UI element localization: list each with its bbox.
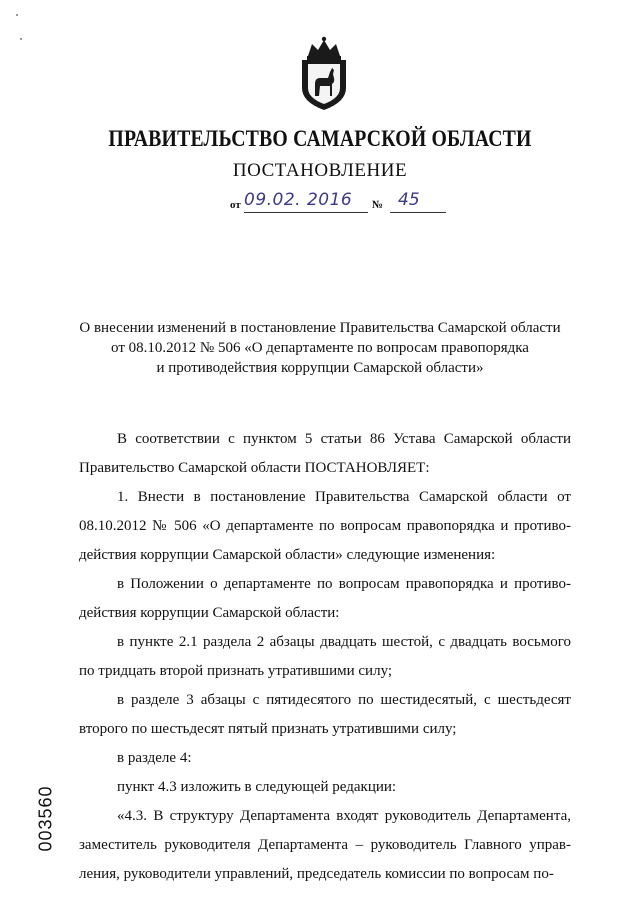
scan-speck xyxy=(20,38,22,40)
body-paragraph: в пункте 2.1 раздела 2 абзацы двадцать шестой, с двадцать восьмого по тридцать второй признать утратившими силу; xyxy=(79,634,571,679)
subject-line: О внесении изменений в постановление Правительства Самарской области xyxy=(79,320,561,336)
scan-speck xyxy=(16,14,18,16)
body-paragraph: пункт 4.3 изложить в следующей редакции: xyxy=(117,779,397,795)
government-title: ПРАВИТЕЛЬСТВО САМАРСКОЙ ОБЛАСТИ xyxy=(108,126,532,151)
date-prefix: от xyxy=(230,199,241,211)
body-paragraph: 1. Внести в постановление Правительства Самарской области от 08.10.2012 № 506 «О департаменте по вопросам правопорядка и противодействия коррупции Самарской области» следующие изменения: xyxy=(79,489,571,563)
document-number: 45 xyxy=(390,190,446,213)
document-date: 09.02. 2016 xyxy=(244,190,368,213)
body-paragraph: В соответствии с пунктом 5 статьи 86 Устава Самарской области Правительство Самарской области ПОСТАНОВЛЯЕТ: xyxy=(79,431,571,476)
coat-of-arms-icon xyxy=(298,36,350,112)
registration-number: 003560 xyxy=(35,785,56,852)
document-body xyxy=(79,425,571,889)
dateline xyxy=(230,190,440,216)
registration-stamp xyxy=(26,780,66,860)
document-subject xyxy=(60,318,580,378)
number-prefix: № xyxy=(372,199,384,211)
body-paragraph: «4.3. В структуру Департамента входят руководитель Департамента, заместитель руководителя Департамента – руководитель Главного управления, руководители управлений, председатель комиссии по вопросам по- xyxy=(79,808,571,882)
subject-line: от 08.10.2012 № 506 «О департаменте по вопросам правопорядка xyxy=(111,340,529,356)
body-paragraph: в Положении о департаменте по вопросам правопорядка и противодействия коррупции Самарской области: xyxy=(79,576,571,621)
document-type: ПОСТАНОВЛЕНИЕ xyxy=(232,160,408,181)
subject-line: и противодействия коррупции Самарской области» xyxy=(156,360,484,376)
body-paragraph: в разделе 4: xyxy=(117,750,192,766)
body-paragraph: в разделе 3 абзацы с пятидесятого по шестидесятый, с шестьдесят второго по шестьдесят пятый признать утратившими силу; xyxy=(79,692,571,737)
